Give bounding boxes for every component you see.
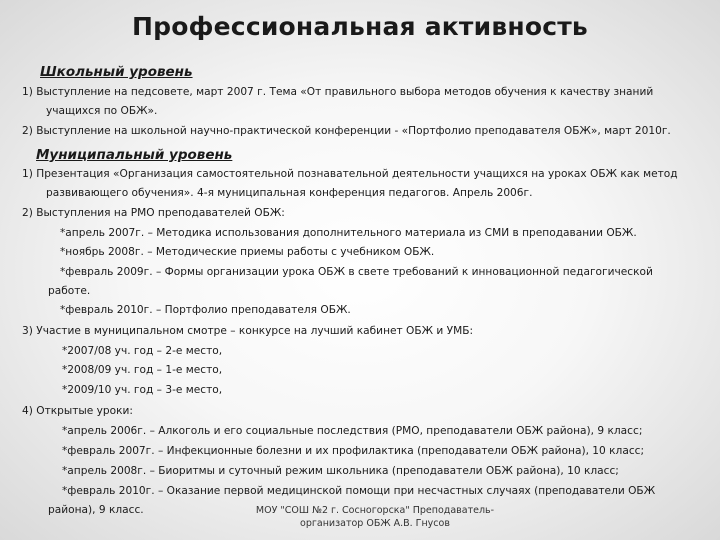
school-item-2: 2) Выступление на школьной научно-практической конференции - «Портфолио преподавателя ОБЖ», март 2010г. — [22, 125, 671, 137]
open-lesson-2: *февраль 2007г. – Инфекционные болезни и их профилактика (преподаватели ОБЖ района), 10 класс; — [62, 445, 645, 457]
open-lesson-4-cont: района), 9 класс. — [48, 504, 144, 516]
rmo-talk-1: *апрель 2007г. – Методика использования дополнительного материала из СМИ в преподавании ОБЖ. — [60, 227, 637, 239]
open-lesson-1: *апрель 2006г. – Алкоголь и его социальные последствия (РМО, преподаватели ОБЖ района), 9 класс; — [62, 425, 643, 437]
municipal-item-3: 3) Участие в муниципальном смотре – конкурсе на лучший кабинет ОБЖ и УМБ: — [22, 325, 474, 337]
page-title: Профессиональная активность — [132, 12, 588, 41]
open-lesson-4: *февраль 2010г. – Оказание первой медицинской помощи при несчастных случаях (преподаватели ОБЖ — [62, 485, 656, 497]
contest-result-2: *2008/09 уч. год – 1-е место, — [62, 364, 223, 376]
footer — [230, 504, 520, 530]
footer-author: организатор ОБЖ А.В. Гнусов — [300, 518, 450, 529]
school-level-heading: Школьный уровень — [40, 64, 193, 80]
municipal-item-2: 2) Выступления на РМО преподавателей ОБЖ: — [22, 207, 285, 219]
municipal-level-heading: Муниципальный уровень — [36, 147, 233, 163]
contest-result-3: *2009/10 уч. год – 3-е место, — [62, 384, 223, 396]
rmo-talk-3: *февраль 2009г. – Формы организации урока ОБЖ в свете требований к инновационной педагогической — [60, 266, 653, 278]
municipal-item-1-cont: развивающего обучения». 4-я муниципальная конференция педагогов. Апрель 2006г. — [46, 187, 533, 199]
municipal-item-4: 4) Открытые уроки: — [22, 405, 133, 417]
footer-school: МОУ "СОШ №2 г. Сосногорска" Преподаватель- — [255, 505, 495, 516]
open-lesson-3: *апрель 2008г. – Биоритмы и суточный режим школьника (преподаватели ОБЖ района), 10 класс; — [62, 465, 619, 477]
school-item-1-cont: учащихся по ОБЖ». — [46, 105, 158, 117]
rmo-talk-2: *ноябрь 2008г. – Методические приемы работы с учебником ОБЖ. — [60, 246, 435, 258]
rmo-talk-4: *февраль 2010г. – Портфолио преподавателя ОБЖ. — [60, 304, 351, 316]
contest-result-1: *2007/08 уч. год – 2-е место, — [62, 345, 223, 357]
municipal-item-1: 1) Презентация «Организация самостоятельной познавательной деятельности учащихся на уроках ОБЖ как метод — [22, 168, 678, 180]
rmo-talk-3-cont: работе. — [48, 285, 91, 297]
school-item-1: 1) Выступление на педсовете, март 2007 г. Тема «От правильного выбора методов обучения к качеству знаний — [22, 86, 654, 98]
